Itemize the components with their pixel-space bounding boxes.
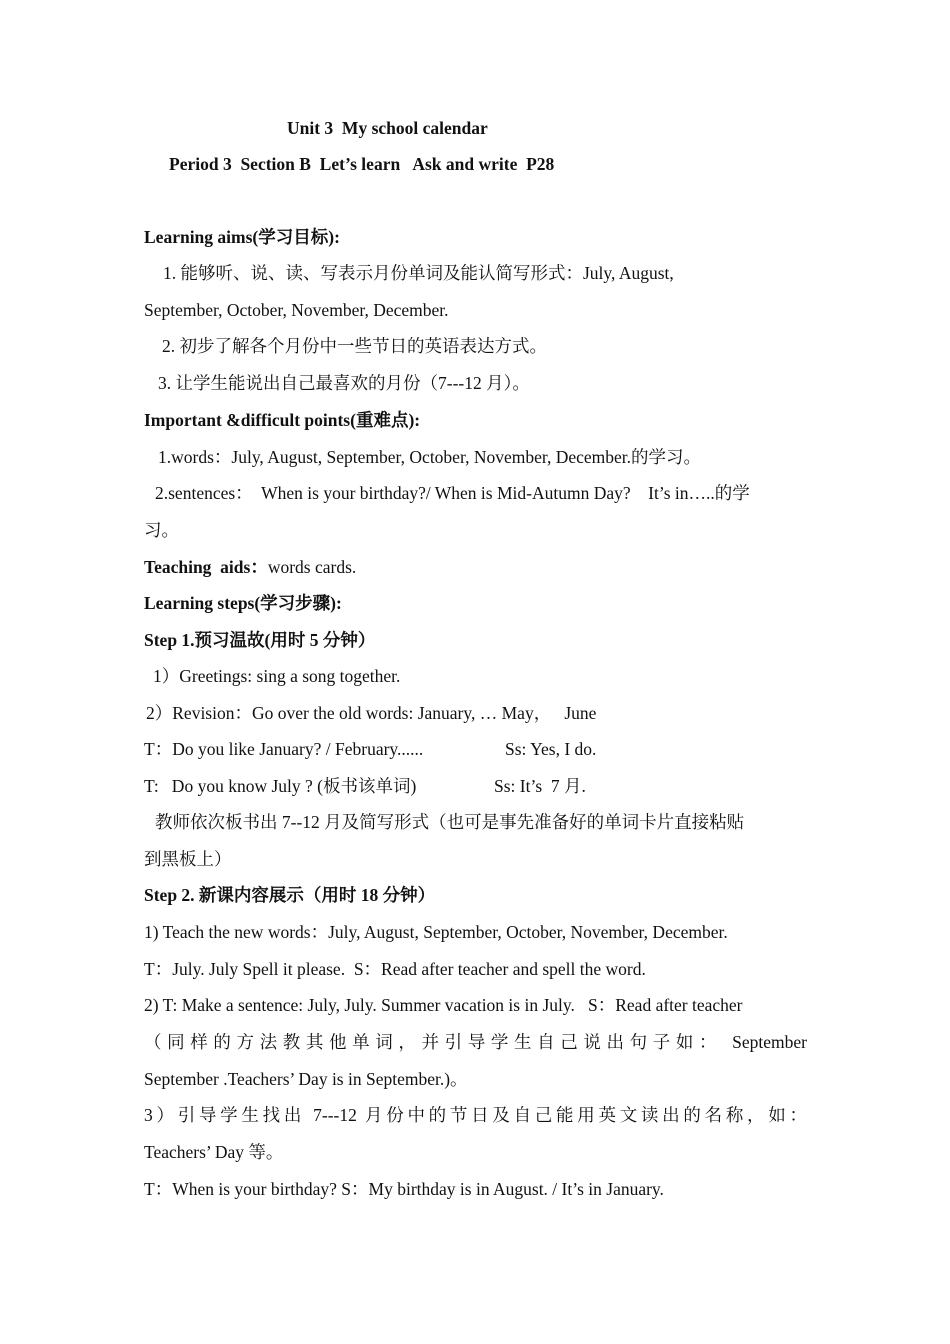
document-subtitle: Period 3 Section B Let’s learn Ask and write P28 — [169, 154, 555, 174]
step-2-line-5: September .Teachers’ Day is in September.)。 — [144, 1069, 468, 1089]
step-2-heading: Step 2. 新课内容展示（用时 18 分钟） — [144, 885, 436, 905]
step-2-line-1: 1) Teach the new words：July, August, September, October, November, December. — [144, 922, 728, 942]
learning-aims-heading: Learning aims(学习目标): — [144, 227, 340, 247]
teaching-aids-label: Teaching aids： — [144, 557, 268, 577]
step-2-line-4: （同样的方法教其他单词，并引导学生自己说出句子如： September — [144, 1032, 807, 1052]
step-2-line-2: T：July. July Spell it please. S：Read after teacher and spell the word. — [144, 959, 646, 979]
aim-item-3: 3. 让学生能说出自己最喜欢的月份（7---12 月）。 — [158, 373, 530, 393]
step-1-line-2: 2）Revision：Go over the old words: January, … May， June — [146, 703, 597, 723]
key-points-heading: Important &difficult points(重难点): — [144, 410, 421, 430]
step-1-line-3-students: Ss: Yes, I do. — [505, 739, 597, 759]
document-title: Unit 3 My school calendar — [287, 118, 488, 138]
key-point-2-line-1: 2.sentences： When is your birthday?/ When is Mid-Autumn Day? It’s in…..的学 — [155, 483, 750, 503]
step-1-line-5: 教师依次板书出 7--12 月及简写形式（也可是事先准备好的单词卡片直接粘贴 — [155, 812, 745, 832]
learning-steps-heading: Learning steps(学习步骤): — [144, 593, 342, 613]
step-1-heading: Step 1.预习温故(用时 5 分钟） — [144, 630, 376, 650]
step-1-line-4-students: Ss: It’s 7 月. — [494, 776, 586, 796]
teaching-aids-value: words cards. — [267, 557, 357, 577]
step-2-line-6: 3）引导学生找出 7---12 月份中的节日及自己能用英文读出的名称，如： — [144, 1105, 807, 1125]
teaching-aids — [144, 556, 356, 578]
key-point-1: 1.words：July, August, September, October, November, December.的学习。 — [158, 447, 702, 467]
step-1-line-3-teacher: T：Do you like January? / February...... — [144, 739, 424, 759]
step-2-line-3: 2) T: Make a sentence: July, July. Summer vacation is in July. S：Read after teacher — [144, 995, 743, 1015]
step-2-line-7: Teachers’ Day 等。 — [144, 1142, 284, 1162]
aim-item-1-line-2: September, October, November, December. — [144, 300, 449, 320]
step-2-line-8: T：When is your birthday? S：My birthday is in August. / It’s in January. — [144, 1179, 664, 1199]
step-1-line-6: 到黑板上） — [144, 849, 232, 869]
step-1-line-1: 1）Greetings: sing a song together. — [153, 666, 401, 686]
aim-item-1-line-1: 1. 能够听、说、读、写表示月份单词及能认简写形式：July, August, — [163, 263, 674, 283]
aim-item-2: 2. 初步了解各个月份中一些节日的英语表达方式。 — [162, 336, 547, 356]
step-1-line-4-teacher: T: Do you know July ? (板书该单词) — [144, 776, 417, 796]
key-point-2-line-2: 习。 — [144, 520, 179, 540]
